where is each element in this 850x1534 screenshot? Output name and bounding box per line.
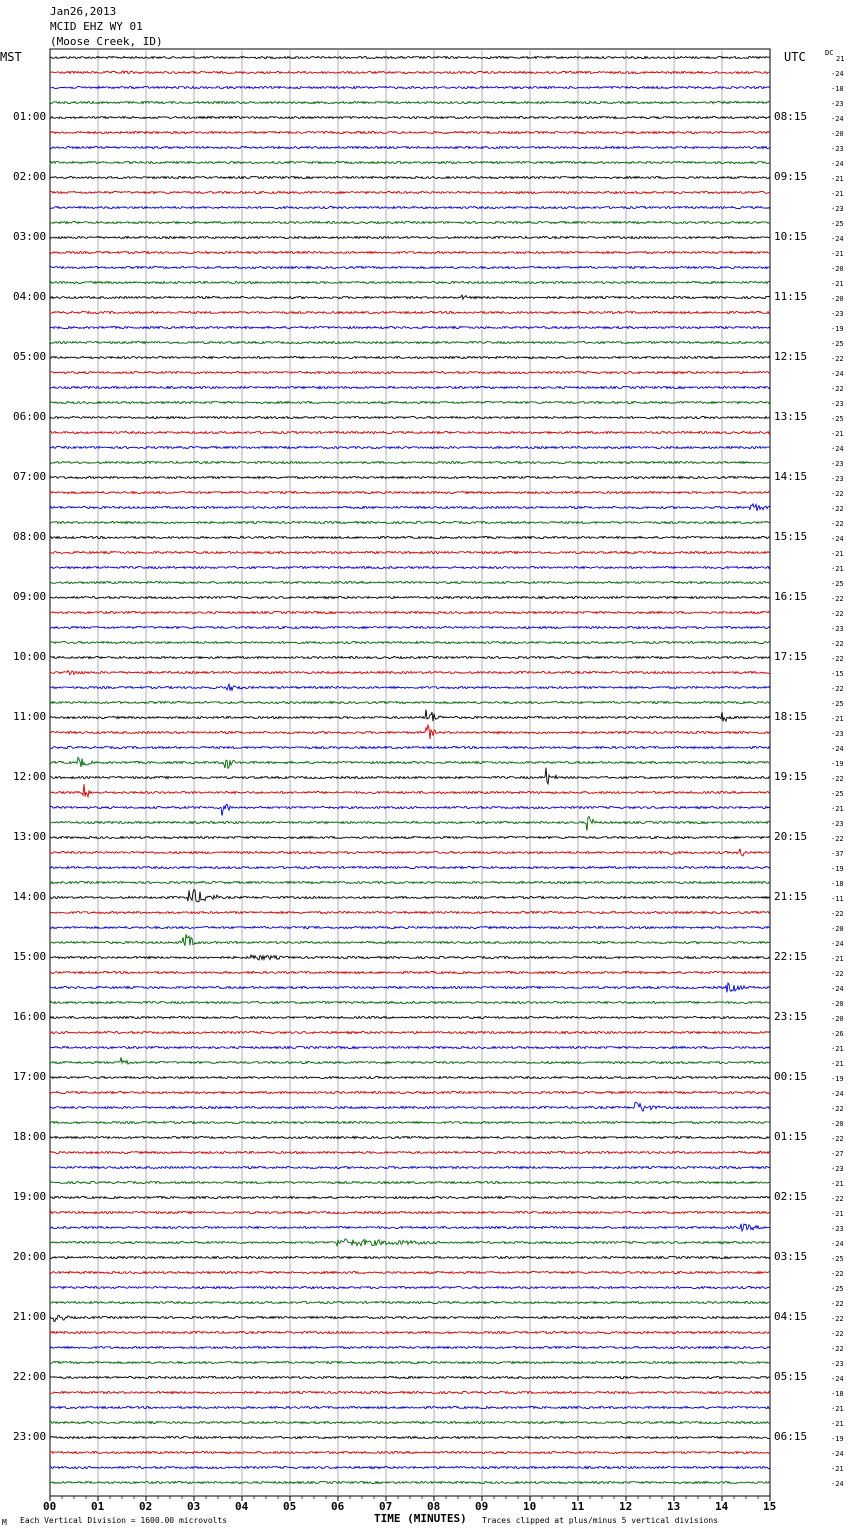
dc-offset-value: -25 [831,219,844,228]
x-tick-label: 06 [331,1500,345,1513]
seismic-trace [50,1301,770,1303]
dc-offset-value: -21 [831,1419,844,1428]
seismic-trace [50,551,770,553]
x-tick-label: 07 [379,1500,393,1513]
seismic-trace [50,1181,770,1183]
dc-offset-value: -25 [831,699,844,708]
left-hour-label: 15:00 [13,949,47,963]
seismic-trace [50,295,770,299]
dc-offset-value: -20 [831,294,844,303]
dc-offset-value: -22 [831,909,844,918]
seismic-trace [50,446,770,448]
dc-offset-value: -24 [831,534,844,543]
dc-offset-value: -25 [831,414,844,423]
seismic-trace [50,504,770,511]
left-hour-label: 11:00 [13,709,47,723]
dc-offset-value: -19 [831,1434,844,1443]
dc-offset-value: -21 [831,564,844,573]
plot-frame [50,49,770,1496]
seismic-trace [50,656,770,658]
left-hour-label: 21:00 [13,1309,47,1323]
dc-offset-value: -25 [831,789,844,798]
right-hour-label: 16:15 [774,589,808,603]
left-hour-label: 07:00 [13,469,47,483]
seismic-trace [50,971,770,973]
seismic-trace [50,1001,770,1003]
dc-offset-value: -22 [831,834,844,843]
seismic-trace [50,521,770,523]
seismic-trace [50,816,770,830]
seismic-trace [50,1391,770,1393]
left-hour-label: 01:00 [13,109,47,123]
dc-offset-value: -21 [831,279,844,288]
dc-offset-value: -21 [831,249,844,258]
left-hour-label: 23:00 [13,1429,47,1443]
dc-offset-value: -21 [831,1044,844,1053]
dc-offset-value: -19 [831,1074,844,1083]
seismic-trace [50,1346,770,1348]
dc-offset-value: -24 [831,1449,844,1458]
seismic-trace [50,626,770,628]
right-timezone-label: UTC [784,50,806,64]
dc-offset-value: -25 [831,1254,844,1263]
seismic-trace [50,266,770,268]
right-hour-label: 23:15 [774,1009,808,1023]
dc-offset-value: -20 [831,264,844,273]
seismic-trace [50,955,770,960]
seismic-trace [50,836,770,838]
left-hour-label: 05:00 [13,349,47,363]
dc-offset-value: -18 [831,84,844,93]
seismic-trace [50,1376,770,1378]
left-hour-label: 14:00 [13,889,47,903]
seismic-trace [50,1121,770,1123]
right-hour-label: 22:15 [774,949,808,963]
seismic-trace [50,281,770,283]
dc-offset-value: -21 [831,714,844,723]
seismic-trace [50,1046,770,1048]
seismic-trace [50,1057,770,1064]
record-date: Jan26,2013 [50,5,117,18]
dc-offset-value: -23 [831,399,844,408]
seismic-trace [50,161,770,163]
seismic-trace [50,1102,770,1111]
seismic-trace [50,191,770,193]
dc-offset-header: DC [825,49,834,57]
right-hour-label: 08:15 [774,109,808,123]
left-hour-label: 16:00 [13,1009,47,1023]
seismic-trace [50,611,770,613]
dc-offset-value: -24 [831,1239,844,1248]
right-hour-label: 00:15 [774,1069,808,1083]
dc-offset-value: -21 [831,1209,844,1218]
dc-offset-value: -15 [831,669,844,678]
dc-offset-value: -22 [831,1134,844,1143]
seismic-trace [50,386,770,389]
right-hour-label: 11:15 [774,289,808,303]
x-tick-label: 02 [139,1500,153,1513]
seismic-trace [50,146,770,148]
right-hour-label: 19:15 [774,769,808,783]
dc-offset-value: -19 [831,759,844,768]
seismic-trace [50,641,770,643]
left-hour-label: 18:00 [13,1129,47,1143]
seismic-trace [50,849,770,856]
left-hour-label: 02:00 [13,169,47,183]
dc-offset-value: -23 [831,729,844,738]
seismic-trace [50,866,770,868]
x-axis-title: TIME (MINUTES) [374,1512,467,1525]
left-hour-label: 13:00 [13,829,47,843]
dc-offset-value: -22 [831,1329,844,1338]
seismic-trace [50,86,770,88]
dc-offset-value: -24 [831,369,844,378]
dc-offset-value: -24 [831,1374,844,1383]
left-hour-label: 09:00 [13,589,47,603]
right-hour-label: 13:15 [774,409,808,423]
dc-offset-value: -23 [831,204,844,213]
seismic-trace [50,725,770,739]
dc-offset-value: -23 [831,1224,844,1233]
dc-offset-value: -24 [831,69,844,78]
seismic-trace [50,670,770,674]
seismic-trace [50,983,770,992]
seismic-trace [50,784,770,797]
left-timezone-label: MST [0,50,22,64]
seismic-trace [50,221,770,223]
seismic-trace [50,206,770,208]
dc-offset-value: -22 [831,609,844,618]
dc-offset-value: -24 [831,1089,844,1098]
seismic-trace [50,1436,770,1438]
seismic-trace [50,1406,770,1408]
seismic-trace [50,1091,770,1093]
x-tick-label: 03 [187,1500,201,1513]
seismic-trace [50,881,770,883]
right-hour-label: 01:15 [774,1129,808,1143]
seismic-trace [50,476,770,478]
seismic-trace [50,416,770,418]
right-hour-label: 21:15 [774,889,808,903]
seismic-trace [50,1016,770,1018]
seismic-trace [50,401,770,403]
dc-offset-value: -23 [831,819,844,828]
seismic-trace [50,131,770,133]
seismic-trace [50,1286,770,1288]
seismic-trace [50,1224,770,1231]
dc-offset-value: -22 [831,684,844,693]
seismic-trace [50,1076,770,1078]
dc-offset-value: -22 [831,504,844,513]
left-hour-label: 08:00 [13,529,47,543]
dc-offset-value: -23 [831,309,844,318]
dc-offset-value: -20 [831,1119,844,1128]
dc-offset-value: -24 [831,114,844,123]
dc-offset-value: -24 [831,984,844,993]
dc-offset-value: -22 [831,1194,844,1203]
right-hour-label: 04:15 [774,1309,808,1323]
dc-offset-value: -22 [831,594,844,603]
dc-offset-value: -23 [831,474,844,483]
left-hour-label: 22:00 [13,1369,47,1383]
x-tick-label: 04 [235,1500,249,1513]
seismic-trace [50,1239,770,1246]
dc-offset-value: -24 [831,939,844,948]
right-hour-label: 15:15 [774,529,808,543]
seismic-trace [50,684,770,691]
seismic-trace [50,768,770,784]
right-hour-label: 18:15 [774,709,808,723]
right-hour-label: 10:15 [774,229,808,243]
dc-offset-value: -27 [831,1149,844,1158]
right-hour-label: 09:15 [774,169,808,183]
dc-offset-value: -21 [831,1179,844,1188]
dc-offset-value: -24 [831,1479,844,1488]
x-tick-label: 05 [283,1500,297,1513]
left-hour-label: 10:00 [13,649,47,663]
dc-offset-value: -22 [831,1104,844,1113]
x-tick-label: 08 [427,1500,441,1513]
dc-offset-value: -22 [831,654,844,663]
clip-note: Traces clipped at plus/minus 5 vertical divisions [482,1516,719,1525]
dc-offset-value: -21 [831,174,844,183]
left-hour-label: 03:00 [13,229,47,243]
left-hour-label: 06:00 [13,409,47,423]
right-hour-label: 12:15 [774,349,808,363]
dc-offset-value: -37 [831,849,844,858]
seismic-trace [50,1151,770,1153]
dc-offset-value: -20 [831,924,844,933]
dc-offset-value: -23 [831,624,844,633]
seismic-trace [50,566,770,568]
x-tick-label: 13 [667,1500,681,1513]
right-hour-label: 14:15 [774,469,808,483]
seismic-trace [50,596,770,598]
dc-offset-value: -21 [831,1404,844,1413]
scale-note: Each Vertical Division = 1600.00 microvolts [20,1516,228,1525]
dc-offset-value: -23 [831,99,844,108]
dc-offset-value: -26 [831,1029,844,1038]
dc-offset-value: -19 [831,864,844,873]
dc-offset-value: -21 [831,1464,844,1473]
seismic-trace [50,1331,770,1333]
seismic-trace [50,1466,770,1468]
left-hour-label: 19:00 [13,1189,47,1203]
x-tick-label: 10 [523,1500,537,1513]
dc-offset-value: -24 [831,744,844,753]
station-location: (Moose Creek, ID) [50,35,163,48]
right-hour-label: 03:15 [774,1249,808,1263]
x-tick-label: 01 [91,1500,105,1513]
dc-offset-value: -20 [831,1014,844,1023]
dc-offset-value: -22 [831,774,844,783]
seismic-trace [50,1271,770,1273]
seismic-trace [50,431,770,433]
dc-offset-value: -25 [831,579,844,588]
seismic-trace [50,1451,770,1453]
seismic-trace [50,926,770,928]
dc-offset-value: -20 [831,129,844,138]
dc-offset-value: -21 [831,189,844,198]
seismic-trace [50,1315,770,1321]
seismic-trace [50,710,770,722]
dc-offset-value: -22 [831,1344,844,1353]
dc-offset-value: -24 [831,444,844,453]
seismic-trace [50,236,770,238]
left-hour-label: 20:00 [13,1249,47,1263]
dc-offset-value: -19 [831,324,844,333]
seismic-trace [50,1031,770,1033]
dc-offset-value: -22 [831,519,844,528]
x-tick-label: 14 [715,1500,729,1513]
dc-offset-value: -23 [831,1164,844,1173]
dc-offset-value: -22 [831,489,844,498]
dc-offset-value: -22 [831,1269,844,1278]
dc-offset-value: -22 [831,639,844,648]
seismic-trace [50,911,770,913]
x-tick-label: 15 [763,1500,777,1513]
right-hour-label: 05:15 [774,1369,808,1383]
seismic-trace [50,758,770,769]
seismic-trace [50,1256,770,1258]
dc-offset-value: -24 [831,159,844,168]
dc-offset-value: -24 [831,234,844,243]
dc-offset-value: 21 [836,54,845,63]
seismic-trace [50,581,770,583]
seismic-trace [50,371,770,373]
seismic-trace [50,311,770,313]
dc-offset-value: -18 [831,1389,844,1398]
right-hour-label: 02:15 [774,1189,808,1203]
dc-offset-value: -21 [831,549,844,558]
dc-offset-value: -21 [831,429,844,438]
seismic-trace [50,1136,770,1138]
x-tick-label: 00 [43,1500,57,1513]
right-hour-label: 17:15 [774,649,808,663]
seismic-trace [50,326,770,328]
dc-offset-value: -22 [831,969,844,978]
seismic-trace [50,746,770,748]
dc-offset-value: -25 [831,339,844,348]
dc-offset-value: -21 [831,804,844,813]
seismic-trace [50,1196,770,1198]
x-tick-label: 11 [571,1500,585,1513]
seismic-trace [50,251,770,253]
right-hour-label: 20:15 [774,829,808,843]
seismic-trace [50,890,770,902]
seismic-trace [50,1211,770,1213]
seismic-trace [50,461,770,463]
seismic-trace [50,341,770,343]
dc-offset-value: -21 [831,954,844,963]
dc-offset-value: -23 [831,144,844,153]
seismic-trace [50,1361,770,1363]
seismic-trace [50,71,770,74]
seismic-trace [50,1166,770,1168]
dc-offset-value: -18 [831,879,844,888]
dc-offset-value: -22 [831,384,844,393]
seismic-trace [50,56,770,58]
x-tick-label: 09 [475,1500,489,1513]
seismic-trace [50,536,770,538]
dc-offset-value: -11 [831,894,844,903]
dc-offset-value: -22 [831,354,844,363]
dc-offset-value: -20 [831,999,844,1008]
seismic-trace [50,804,770,816]
dc-offset-value: -22 [831,1299,844,1308]
dc-offset-value: -23 [831,459,844,468]
left-hour-label: 12:00 [13,769,47,783]
seismic-trace [50,701,770,703]
seismic-trace [50,356,770,358]
right-hour-label: 06:15 [774,1429,808,1443]
seismic-trace [50,116,770,118]
seismic-trace [50,934,770,946]
x-tick-label: 12 [619,1500,633,1513]
seismic-trace [50,101,770,103]
station-code: MCID EHZ WY 01 [50,20,143,33]
dc-offset-value: -21 [831,1059,844,1068]
left-hour-label: 04:00 [13,289,47,303]
seismic-trace [50,1481,770,1483]
dc-offset-value: -25 [831,1284,844,1293]
seismic-trace [50,176,770,178]
seismic-trace [50,491,770,493]
left-hour-label: 17:00 [13,1069,47,1083]
dc-offset-value: -23 [831,1359,844,1368]
dc-offset-value: -22 [831,1314,844,1323]
seismic-trace [50,1421,770,1423]
corner-mark: M [2,1518,7,1527]
